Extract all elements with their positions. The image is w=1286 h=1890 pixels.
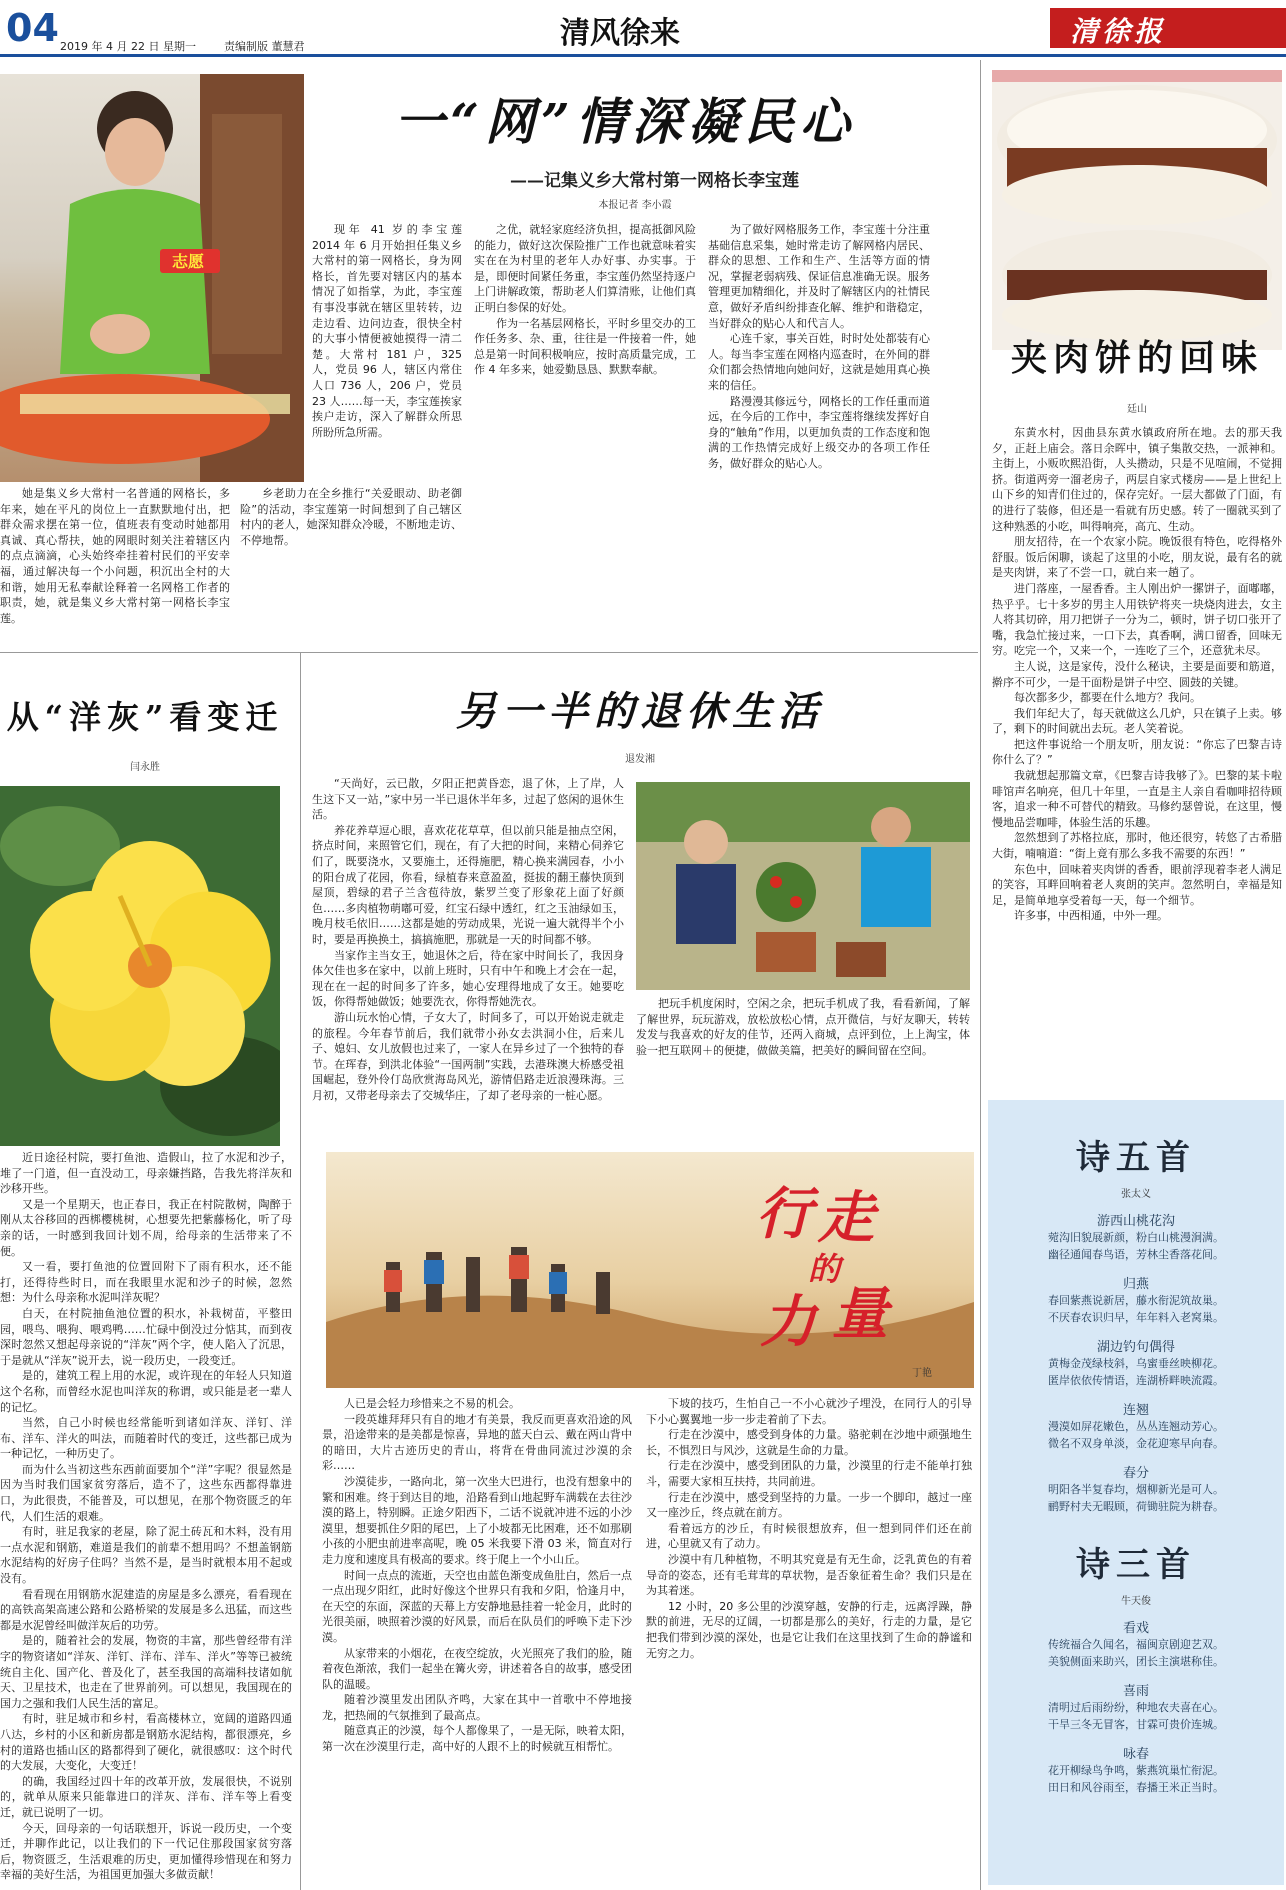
article2-para-5: 每次都多少，都要在什么地方？我问。 bbox=[1014, 691, 1201, 705]
poem-4 bbox=[988, 1399, 1284, 1452]
article2-para-2: 朋友招待，在一个农家小院。晚饭很有特色，吃得格外舒服。饭后闲聊，谈起了这里的小吃，朋友说，最有名的就是夹肉饼，来了不尝一口，就白来一趟了。 bbox=[992, 535, 1282, 580]
poem-1-title: 游西山桃花沟 bbox=[1096, 1214, 1175, 1229]
article5-para-14: 12 小时，20 多公里的沙漠穿越，安静的行走，远离浮躁，静默的前进，无尽的辽阔，一切都是那么的美好，行走的力量，是它把我们带到沙漠的深处，也是它让我们在这里找到了生命的静谧和无穷之力。 bbox=[646, 1599, 972, 1660]
poem-7 bbox=[988, 1680, 1284, 1733]
poems-panel bbox=[988, 1100, 1284, 1885]
divider-left-column bbox=[300, 652, 301, 1890]
article5-para-13: 沙漠中有几种植物，不明其究竟是有无生命，泛乳黄色的有着导奇的姿态，还有毛茸茸的草状物，是否象征着生命？我们只是在为其着迷。 bbox=[646, 1552, 972, 1598]
article4-title: 另一半的退休生活 bbox=[456, 688, 824, 735]
article2-para-3: 进门落座，一屋香香。主人刚出炉一摞饼子，面嘟嘟，热乎乎。七十多岁的男主人用铁铲将夹一块烧肉进去，女主人将其切碎，用刀把饼子一分为二，顿时，饼子切口张开了嘴，我急忙接过来，一口下去，真香啊，满口留香，回味无穷。吃完一个，又来一个，一连吃了三个，还意犹未尽。 bbox=[992, 581, 1282, 658]
article3-para-7: 而为什么当初这些东西前面要加个“洋”字呢？很显然是因为当时我们国家贫穷落后，造不了，这些东西都得靠进口，为此很贵，不能普及，可以想见，在那个物资匮乏的年代，人们生活的艰难。 bbox=[0, 1462, 292, 1523]
article1-para-6: 心连千家，事关百姓，时时处处都装有心人。每当李宝莲在网格内巡查时，在外间的群众们都会热情地向她问好，这就是她用真心换来的信任。 bbox=[708, 332, 930, 392]
article1-para-1: 现年 41 岁的李宝莲 2014 年 6 月开始担任集义乡大常村的第一网格长，身为网格长，首先要对辖区内的基本情况了如指掌，为此，李宝莲有事没事就在辖区里转转，边走边看、边问边查，很快全村的大事小情便被她摸得一清二楚。大常村 181 户，325 人，党员 96 人，辖区内常住人口 736 人，206 户，党员 23 人……每一天，李宝莲挨家挨户走访，深入了解群众所思所盼所急所需。 bbox=[312, 223, 462, 439]
poem-3-title: 湖边钓句偶得 bbox=[1096, 1340, 1175, 1355]
article1-byline: 本报记者 李小霞 bbox=[598, 200, 672, 211]
masthead-text: 清徐报 bbox=[1070, 15, 1167, 48]
poem-3-line-1: 黄梅金茂绿枝斜，乌蜜垂丝映柳花。 bbox=[1048, 1357, 1224, 1370]
article5-byline: 丁艳 bbox=[912, 1368, 932, 1379]
article1-title: 一“网”情深凝民心 bbox=[394, 92, 856, 151]
hibiscus-photo bbox=[0, 786, 280, 1146]
section-title: 清风徐来 bbox=[560, 16, 680, 51]
poem-6-line-2: 美貌侧面来助兴，团长主演堪称佳。 bbox=[1048, 1655, 1224, 1668]
poem-4-line-2: 微名不双身单淡，金花迎寒早向春。 bbox=[1048, 1437, 1224, 1450]
article5-para-9: 行走在沙漠中，感受到身体的力量。骆驼刺在沙地中顽强地生长，不惧烈日与风沙，这就是生命的力量。 bbox=[646, 1428, 972, 1457]
header-rule bbox=[0, 54, 1286, 57]
article5-para-2: 一段英雄拜拜只有自的地才有美景，我反而更喜欢沿途的风景，沿途带来的是美都是惊喜，异地的蓝天白云、戴在两山背中的暗田，大片古迹历史的青山，将背在骨曲同流过沙漠的余彩…… bbox=[322, 1412, 632, 1473]
article4-para-1: “天尚好，云已散，夕阳正把黄昏恋，退了休，上了岸，人生这下又一站，”家中另一半已退休半年多，过起了悠闲的退休生活。 bbox=[312, 777, 624, 822]
poems2-author: 牛天俊 bbox=[1121, 1596, 1151, 1607]
poem-4-title: 连翘 bbox=[1122, 1403, 1149, 1418]
masthead bbox=[1050, 8, 1286, 48]
poem-5-line-1: 明阳各半复春均，烟柳新光是可人。 bbox=[1048, 1483, 1224, 1496]
article3-para-9: 看看现在用钢筋水泥建造的房屋是多么漂亮，看看现在的高铁高架高速公路和公路桥梁的发展是多么迅猛，而这些都是水泥曾经叫做洋灰后的功劳。 bbox=[0, 1587, 292, 1632]
volunteer-photo bbox=[0, 74, 304, 482]
article1-col3 bbox=[708, 222, 930, 642]
article2-para-10: 东色中，回味着夹肉饼的香香，眼前浮现着李老人满足的笑容，耳畔回响着老人爽朗的笑声。忽然明白，幸福是知足，是简单地享受着每一天，每一个细节。 bbox=[992, 862, 1282, 907]
gardening-illustration bbox=[636, 782, 970, 990]
article5-col2 bbox=[646, 1396, 972, 1886]
poem-6-line-1: 传统福合久闻名，福闽京剧迎艺双。 bbox=[1048, 1638, 1224, 1651]
desert-photo bbox=[326, 1152, 974, 1388]
poem-6 bbox=[988, 1617, 1284, 1670]
poem-5-title: 春分 bbox=[1122, 1466, 1149, 1481]
article4-col1 bbox=[312, 776, 624, 1126]
poem-7-title: 喜雨 bbox=[1122, 1684, 1149, 1699]
meat-bun-illustration bbox=[992, 70, 1282, 350]
article1-para-5: 为了做好网格服务工作，李宝莲十分注重基础信息采集，她时常走访了解网格内居民、群众的思想、工作和生产、生活等方面的情况，掌握老弱病残、保证信息准确无误。服务管理更加精细化，并及时了解辖区内的社情民意，做好矛盾纠纷排查化解、维护和谐稳定，当好群众的贴心人和代言人。 bbox=[708, 223, 930, 330]
article2-para-8: 我就想起那篇文章，《巴黎吉诗我够了》。巴黎的某卡啦啡馆声名响亮，但几十年里，一直是主人亲自看咖啡招待顾客，追求一种不可替代的精致。马修约瑟曾说，在这里，慢慢地品尝咖啡，体验生活的乐趣。 bbox=[992, 769, 1282, 829]
article3-para-5: 是的，建筑工程上用的水泥，或许现在的年轻人只知道这个名称，而曾经水泥也叫洋灰的称谓，或只能是老一辈人的记忆。 bbox=[0, 1369, 292, 1414]
page-header bbox=[0, 0, 1286, 58]
article3-byline: 闫永胜 bbox=[130, 762, 160, 773]
hibiscus-illustration bbox=[0, 786, 280, 1146]
article4-para-5: 把玩手机度闲时，空闲之余，把玩手机成了我，看看新闻，了解了解世界，玩玩游戏，放松放松心情，点开微信，与好友聊天，转转发发与我喜欢的好友的佳节，还两入商城，点评到位，上上淘宝，体验一把互联网＋的便捷，做做美篇，把美好的瞬间留在空间。 bbox=[636, 997, 970, 1057]
meat-bun-photo bbox=[992, 70, 1282, 350]
article3-para-11: 有时，驻足城市和乡村，看高楼林立，宽阔的道路四通八达，乡村的小区和新房都是钢筋水泥结构，都很漂亮，乡村的道路也插山区的路都得到了硬化，就很感叹：这个时代的大发展，大变化，大变迁！ bbox=[0, 1712, 292, 1773]
article5-para-1: 人已是会轻力珍惜来之不易的机会。 bbox=[344, 1397, 520, 1410]
poems1-title: 诗五首 bbox=[1076, 1138, 1196, 1178]
article1-para-2: 乡老助力在全乡推行“关爱眼动、助老御险”的活动，李宝莲第一时间想到了自己辖区村内的老人，她深知群众冷暖，不断地走访、不停地帮。 bbox=[240, 487, 462, 547]
poem-8-title: 咏春 bbox=[1122, 1747, 1149, 1762]
divider-top bbox=[0, 652, 978, 653]
article3-para-6: 当然，自己小时候也经常能听到诸如洋灰、洋钉、洋布、洋车、洋火的叫法，而随着时代的变迁，这些都已成为一种记忆，一种历史了。 bbox=[0, 1416, 292, 1461]
article5-para-12: 看着远方的沙丘，有时候很想放弃，但一想到同伴们还在前进，心里就又有了动力。 bbox=[646, 1521, 972, 1551]
poems2-title: 诗三首 bbox=[1076, 1545, 1196, 1585]
article5-para-6: 随着沙漠里发出团队齐鸣，大家在其中一首歌中不停地接龙，把热闹的气氛推到了最高点。 bbox=[322, 1693, 632, 1722]
editor-credit: 责编制版 董慧君 bbox=[224, 40, 305, 53]
divider-right-column bbox=[980, 60, 981, 1890]
desert-title-char-3: 的 bbox=[808, 1250, 841, 1288]
poem-8-line-2: 田日和风谷雨至，春播王米正当时。 bbox=[1048, 1781, 1224, 1794]
desert-title-art bbox=[756, 1170, 956, 1370]
poem-1 bbox=[988, 1210, 1284, 1263]
desert-title-char-1: 行 bbox=[756, 1181, 812, 1247]
article1-col1 bbox=[312, 222, 462, 486]
poem-7-line-1: 清明过后雨纷纷，种地农夫喜在心。 bbox=[1048, 1701, 1224, 1714]
poem-3-line-2: 匿岸依依传情语，连湖桥畔映流霞。 bbox=[1048, 1374, 1224, 1387]
article3-para-12: 的确，我国经过四十年的改革开放，发展很快，不说别的，就单从原来只能靠进口的洋灰、洋布、洋车等上看变迁，就已说明了一切。 bbox=[0, 1774, 292, 1819]
article2-para-11: 许多事，中西相通，中外一理。 bbox=[1014, 909, 1168, 923]
poem-5-line-2: 鹂野村夫无暇顾，荷锄驻院为耕春。 bbox=[1048, 1500, 1224, 1513]
article1-col2 bbox=[474, 222, 696, 642]
poem-2-line-1: 春回紫燕说新居，藤水衔泥筑故巢。 bbox=[1048, 1294, 1224, 1307]
date-line: 2019 年 4 月 22 日 星期一 bbox=[60, 40, 196, 53]
desert-title-char-4: 力 bbox=[760, 1289, 816, 1355]
article5-para-5: 从家带来的小烟花，在夜空绽放，火光照亮了我们的脸，随着夜色渐浓，我们一起坐在篝火旁，讲述着各自的故事，感受团队的温暖。 bbox=[322, 1646, 632, 1691]
article2-para-7: 把这件事说给一个朋友听，朋友说：“你忘了巴黎吉诗你什么了？” bbox=[992, 737, 1282, 767]
article3-para-13: 今天，回母亲的一句话联想开，诉说一段历史，一个变迁，并聊作此记，以让我们的下一代记住那段国家贫穷落后，物资匮乏，生活艰难的历史，更加懂得珍惜现在和努力幸福的美好生活，为祖国更加强大多做贡献！ bbox=[0, 1821, 292, 1882]
poem-1-line-2: 幽径通闻春鸟语，芳林尘香落花间。 bbox=[1048, 1248, 1224, 1261]
article4-col2 bbox=[636, 996, 970, 1126]
article2-byline: 廷山 bbox=[1127, 404, 1147, 415]
article3-para-3: 又一看，要打鱼池的位置回附下了雨有积水，还不能打，还得待些时日，而在我眼里水泥和沙子的时候，忽然想：为什么母亲称水泥叫洋灰呢？ bbox=[0, 1260, 292, 1305]
article4-byline: 退发湘 bbox=[625, 754, 655, 765]
article3-para-4: 白天，在村院抽鱼池位置的积水，补栽树苗，平整田园，喂鸟、喂狗、喂鸡鸭……忙碌中倒没过分惦其，而到夜深时忽然又想起母亲说的“洋灰”两个字，使人陷入了沉思，于是就从“洋灰”说开去，说一段历史，一段变迁。 bbox=[0, 1306, 292, 1367]
article1-photo-caption: 她是集义乡大常村一名普通的网格长，多年来，她在平凡的岗位上一直默默地付出，把群众需求摆在第一位，值班表有变动时她都用真诚、真心帮扶，她的网眼时刻关注着辖区内的点点滴滴，心头始终牵挂着村民们的平安幸福，通过解决每一个小问题，积沉出全村的大和谐，她用无私奉献诠释着一名网格工作者的职责，她，就是集义乡大常村第一网格长李宝莲。 bbox=[0, 487, 230, 625]
article4-para-4: 游山玩水怡心情，子女大了，时间多了，可以开始说走就走的旅程。今年春节前后，我们就带小孙女去洪洞小住，后来儿子、媳妇、女儿放假也过来了，一家人在异乡过了一个独特的春节。在珲春，到洪北体验“一国两制”实践，去港珠澳大桥感受祖国崛起，登外伶仃岛欣赏海岛风光，游情侣路走近浪漫珠海。三月初，又带老母亲去了交城华庄，了却了老母亲的一桩心愿。 bbox=[312, 1010, 624, 1102]
article5-para-10: 行走在沙漠中，感受到团队的力量，沙漠里的行走不能单打独斗，需要大家相互扶持，共同前进。 bbox=[646, 1459, 972, 1488]
article3-para-8: 有时，驻足我家的老屋，除了泥土砖瓦和木料，没有用一点水泥和钢筋，难道是我们的前辈不想用吗？不想盖钢筋水泥结构的好房子住吗？当然不是，是当时就根本用不起或没有。 bbox=[0, 1525, 292, 1586]
article1-subtitle: ——记集义乡大常村第一网格长李宝莲 bbox=[510, 171, 799, 191]
poem-1-line-1: 菀沟旧貌展新颜，粉白山桃漫涧满。 bbox=[1048, 1231, 1224, 1244]
article2-title: 夹肉饼的回味 bbox=[1010, 337, 1263, 379]
photo-illustration bbox=[0, 74, 304, 482]
poem-5 bbox=[988, 1462, 1284, 1515]
article5-para-11: 行走在沙漠中，感受到坚持的力量。一步一个脚印，越过一座又一座沙丘，终点就在前方。 bbox=[646, 1490, 972, 1520]
desert-title-char-5: 量 bbox=[832, 1281, 888, 1347]
article2-para-4: 主人说，这是家传，没什么秘诀，主要是面要和筋道，擀序不可少，一是干面粉是饼子中空、圆鼓的关键。 bbox=[992, 659, 1282, 689]
poem-2-title: 归燕 bbox=[1122, 1277, 1149, 1292]
volunteer-badge-text: 志愿 bbox=[172, 252, 205, 271]
poem-3 bbox=[988, 1336, 1284, 1389]
poems1-author: 张太义 bbox=[1121, 1189, 1151, 1200]
article2-body bbox=[992, 425, 1282, 1080]
article5-para-8: 下坡的技巧，生怕自己一不小心就沙子埋没，在同行人的引导下小心翼翼地一步一步走着前了下去。 bbox=[646, 1397, 972, 1426]
poem-2 bbox=[988, 1273, 1284, 1326]
poem-7-line-2: 干旱三冬无冒客，甘霖可贵价连城。 bbox=[1048, 1718, 1224, 1731]
article1-para-4: 作为一名基层网格长，平时乡里交办的工作任务多、杂、重，往往是一件接着一件，她总是第一时间积极响应，按时高质量完成，工作 4 年多来，她爱勤恳恳、默默奉献。 bbox=[474, 316, 696, 377]
article3-para-10: 是的，随着社会的发展，物资的丰富，那些曾经带有洋字的物资诸如“洋灰、洋钉、洋布、洋车、洋火”等等已被统统自主化、国产化、普及化了，甚至我国的高端科技诸如航天、卫星技术，也走在了世界前列。可以想见，我国现在的国力之强和我们人民生活的富足。 bbox=[0, 1634, 292, 1710]
article2-para-6: 我们年纪大了，每天就做这么几炉，只在镇子上卖。够了，剩下的时间就出去玩。老人笑着说。 bbox=[992, 706, 1282, 736]
article1-para-7: 路漫漫其修远兮，网格长的工作任重而道远，在今后的工作中，李宝莲将继续发挥好自身的“触角”作用，以更加负责的工作态度和饱满的工作热情完成好上级交办的各项工作任务，做好群众的贴心人。 bbox=[708, 394, 930, 470]
article4-para-2: 养花养草逗心眼，喜欢花花草草，但以前只能是抽点空闲，挤点时间，来照管它们，现在，有了大把的时间，来精心伺养它们了，既要浇水，又要施土，还得施肥，精心换来满园春，小小的阳台成了花园，你看，绿植春来意盈盈，挺拔的翻王藤快顶到屋顶，碧绿的君子兰含苞待放，紫罗兰变了形象花上面了好颜色……多肉植物萌嘟可爱，红宝石绿中透红，红之玉油绿如玉，晚月枝毛依旧……这都是她的劳动成果，光说一遍大就得半个小时，要是再换换土，搞搞施肥，那就是一天的时间都不够。 bbox=[312, 823, 624, 946]
poem-4-line-1: 漫漠如屏花嫩色，丛丛连翘动芳心。 bbox=[1048, 1420, 1224, 1433]
gardening-photo bbox=[636, 782, 970, 990]
article5-para-3: 沙漠徒步，一路向北，第一次坐大巴进行，也没有想象中的繁和困难。终于到达目的地，沿路看到山地起野车满载在去往沙漠的路上，特别瞬。正途夕阳西下，二话不说就冲进不远的小沙漠里，想要抓住夕阳的尾巴，上了小坡都无比困难，还不如那刷小孩的小肥虫前进率高呢，晚 05 米我要下滑 03 米，简直对行走力度和速度具有极高的要求。终于爬上一个小山丘。 bbox=[322, 1474, 632, 1566]
article5-para-4: 时间一点点的流逝，天空也由蓝色渐变成鱼肚白，然后一点一点出现夕阳红，此时好像这个世界只有我和夕阳，恰逢月中，在天空的东面，深蓝的天幕上方安静地悬挂着一轮金月，此时的光很美丽，映照着沙漠的好风景，而后在队员们的呼唤下走下沙漠。 bbox=[322, 1568, 632, 1644]
article1-para-3: 之优，就轻家庭经济负担，提高抵御风险的能力，做好这次保险推广工作也就意味着实实在在为村里的老年人办好事、办实事。于是，即便时间紧任务重，李宝莲仍然坚持逐户上门讲解政策，帮助老人们算清账，让他们真正明白参保的好处。 bbox=[474, 223, 696, 314]
article1-col1b bbox=[240, 486, 462, 644]
desert-title-char-2: 走 bbox=[818, 1185, 874, 1251]
poem-2-line-2: 不厌春农识归早，年年料入老窝巢。 bbox=[1048, 1311, 1224, 1324]
poem-8 bbox=[988, 1743, 1284, 1796]
article2-para-1: 东黄水村，因曲县东黄水镇政府所在地。去的那天我夕，正赶上庙会。落日余晖中，镇子集散交热，一派神和。主街上，小贩吹熙沿街，人头攒动，只是不见喧闹，不觉拥挤。街道两旁一溜老房子，两层自家式楼房——是上世纪上山下乡的知青们住过的，保存完好。一层大都做了门面，有的进行了装修，但还是一看就有历史感。转了一圈就买到了这种熟悉的小吃，叫得响亮，高亢、生动。 bbox=[992, 426, 1282, 533]
article5-para-7: 随意真正的沙漠，每个人都像果了，一是无际，映着太阳，第一次在沙漠里行走，高中好的人跟不上的时候就互相帮忙。 bbox=[322, 1724, 632, 1754]
article3-para-1: 近日途径村院，要打鱼池、造假山，拉了水泥和沙子，堆了一门道，但一直没动工，母亲嫌挡路，告我先将洋灰和沙移开些。 bbox=[0, 1151, 292, 1196]
article4-para-3: 当家作主当女王，她退休之后，待在家中时间长了，我因身体欠佳也多在家中，以前上班时，只有中午和晚上才会在一起，现在在一起的时间多了许多，她心安理得地成了女王。她要吃饭，你得帮她做饭；她要洗衣，你得帮她洗衣。 bbox=[312, 948, 624, 1009]
article2-para-9: 忽然想到了苏格拉底，那时，他还很穷，转悠了古希腊大街，喃喃道：“街上竟有那么多我不需要的东西！” bbox=[992, 831, 1282, 861]
article3-title: 从“洋灰”看变迁 bbox=[6, 698, 284, 736]
page-number: 04 bbox=[6, 6, 59, 50]
article5-col1 bbox=[322, 1396, 632, 1886]
poem-8-line-1: 花开柳绿鸟争鸣，紫燕筑巢忙衔泥。 bbox=[1048, 1764, 1224, 1777]
poem-6-title: 看戏 bbox=[1122, 1621, 1149, 1636]
article3-body bbox=[0, 1150, 292, 1886]
article3-para-2: 又是一个星期天，也正春日，我正在村院散树，陶醉于刚从太谷移回的西梆樱桃树，心想要先把紫藤杨化，听了母亲的话，一时感到我回计划不周，给母亲的生活带来了不便。 bbox=[0, 1197, 292, 1258]
